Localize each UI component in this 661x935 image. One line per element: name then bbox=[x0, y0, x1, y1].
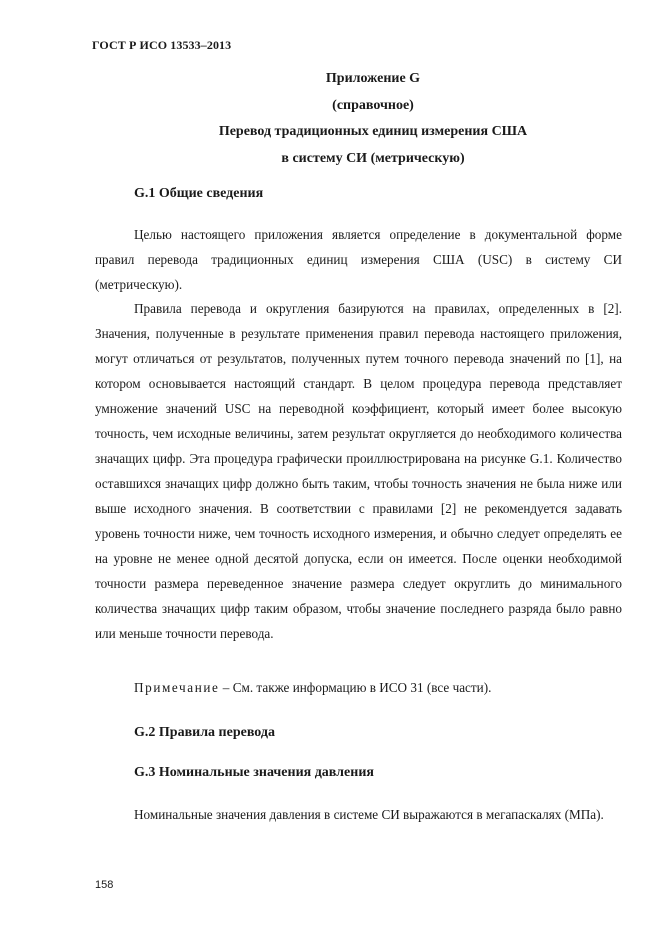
appendix-heading-line1: Перевод традиционных единиц измерения США bbox=[218, 124, 528, 139]
section-g1-title: G.1 Общие сведения bbox=[134, 186, 264, 201]
note bbox=[134, 680, 491, 696]
appendix-kind: (справочное) bbox=[332, 97, 414, 113]
appendix-title: Приложение G bbox=[325, 71, 421, 86]
section-g2-title: G.2 Правила перевода bbox=[134, 725, 275, 740]
section-g1-paragraph-2: Правила перевода и округления базируются на правилах, определенных в [2]. Значения, полученные в результате применения правил перевода настоящего приложения, могут отличаться от результатов, полученных путем точного перевода значений по [1], на котором основывается настоящий стандарт. В целом процедура перевода представляет умножение значений USC на переводной коэффициент, который имеет более высокую точность, чем исходные величины, затем результат округляется до необходимого количества значащих цифр. Эта процедура графически проиллюстрирована на рисунке G.1. Количество оставшихся значащих цифр должно быть таким, чтобы точность значения не была ниже или выше исходного значения. В соответствии с правилами [2] не рекомендуется задавать уровень точности ниже, чем точность исходного измерения, и обычно следует определять ее на уровне не менее одной десятой допуска, если он имеется. После оценки необходимой точности размера переведенное значение размера следует округлить до минимального количества значащих цифр таким образом, чтобы значение последнего разряда было равно или меньше точности перевода. bbox=[95, 301, 622, 641]
note-text: – См. также информацию в ИСО 31 (все части). bbox=[219, 680, 492, 695]
page-number: 158 bbox=[95, 879, 114, 891]
note-label: Примечание bbox=[134, 680, 220, 695]
standard-header: ГОСТ Р ИСО 13533–2013 bbox=[92, 38, 232, 52]
section-g3-paragraph-1: Номинальные значения давления в системе СИ выражаются в мегапаскалях (МПа). bbox=[134, 807, 604, 822]
section-g1-paragraph-1: Целью настоящего приложения является определение в документальной форме правил перевода традиционных единиц измерения США (USC) в систему СИ (метрическую). bbox=[95, 227, 622, 292]
appendix-title-block bbox=[95, 66, 651, 172]
appendix-heading-line2: в систему СИ (метрическую) bbox=[281, 150, 465, 166]
section-g3-title: G.3 Номинальные значения давления bbox=[134, 765, 374, 780]
